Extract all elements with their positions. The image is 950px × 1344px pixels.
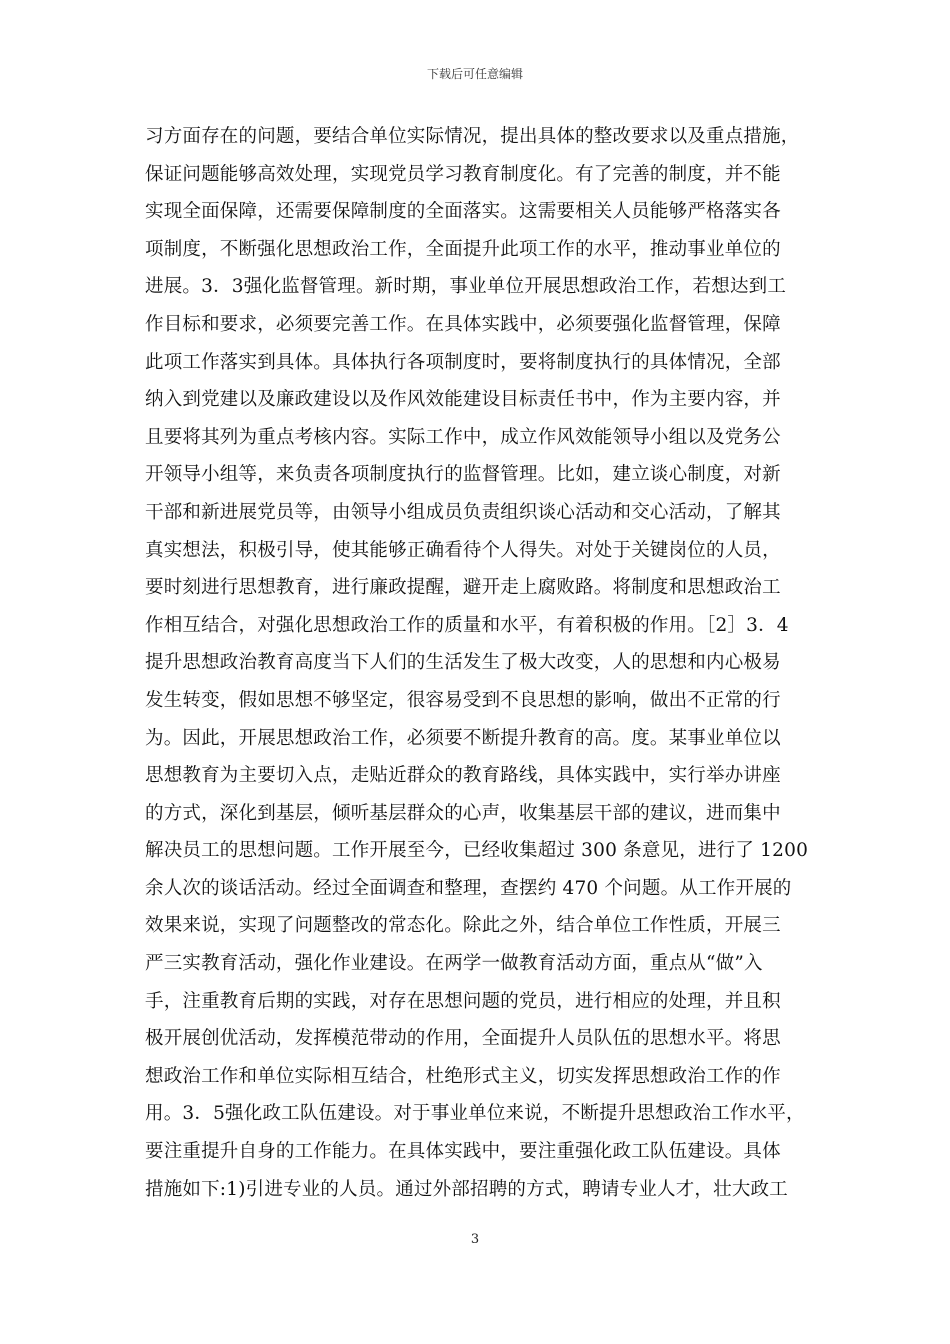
text-line: 想政治工作和单位实际相互结合，杜绝形式主义，切实发挥思想政治工作的作: [145, 1065, 781, 1087]
text-line: 提升思想政治教育高度当下人们的生活发生了极大改变，人的思想和内心极易: [145, 652, 781, 674]
text-line: 保证问题能够高效处理，实现党员学习教育制度化。有了完善的制度，并不能: [145, 163, 781, 185]
text-line: 措施如下:1)引进专业的人员。通过外部招聘的方式，聘请专业人才，壮大政工: [145, 1178, 788, 1200]
text-line: 要时刻进行思想教育，进行廉政提醒，避开走上腐败路。将制度和思想政治工: [145, 577, 781, 599]
text-line: 纳入到党建以及廉政建设以及作风效能建设目标责任书中，作为主要内容，并: [145, 389, 781, 411]
text-line: 效果来说，实现了问题整改的常态化。除此之外，结合单位工作性质，开展三: [145, 915, 781, 937]
text-line: 余人次的谈话活动。经过全面调查和整理，查摆约 470 个问题。从工作开展的: [145, 877, 792, 899]
text-line: 用。3．5强化政工队伍建设。对于事业单位来说，不断提升思想政治工作水平，: [145, 1103, 805, 1125]
text-line: 作目标和要求，必须要完善工作。在具体实践中，必须要强化监督管理，保障: [145, 313, 781, 335]
text-line: 手，注重教育后期的实践，对存在思想问题的党员，进行相应的处理，并且积: [145, 990, 781, 1012]
text-line: 开领导小组等，来负责各项制度执行的监督管理。比如，建立谈心制度，对新: [145, 464, 781, 486]
text-line: 解决员工的思想问题。工作开展至今，已经收集超过 300 条意见，进行了 1200: [145, 840, 809, 862]
text-line: 思想教育为主要切入点，走贴近群众的教育路线，具体实践中，实行举办讲座: [145, 765, 781, 787]
text-line: 要注重提升自身的工作能力。在具体实践中，要注重强化政工队伍建设。具体: [145, 1141, 781, 1163]
page-header: 下载后可任意编辑: [426, 67, 523, 81]
text-line: 干部和新进展党员等，由领导小组成员负责组织谈心活动和交心活动，了解其: [145, 501, 781, 523]
text-line: 真实想法，积极引导，使其能够正确看待个人得失。对处于关键岗位的人员，: [145, 539, 781, 561]
text-line: 作相互结合，对强化思想政治工作的质量和水平，有着积极的作用。［2］3．4: [145, 614, 789, 636]
text-line: 此项工作落实到具体。具体执行各项制度时，要将制度执行的具体情况，全部: [145, 351, 781, 373]
text-line: 严三实教育活动，强化作业建设。在两学一做教育活动方面，重点从“做”入: [145, 953, 763, 975]
text-line: 习方面存在的问题，要结合单位实际情况，提出具体的整改要求以及重点措施，: [145, 126, 800, 147]
text-line: 为。因此，开展思想政治工作，必须要不断提升教育的高。度。某事业单位以: [145, 727, 781, 749]
page-number: 3: [470, 1232, 480, 1247]
text-line: 且要将其列为重点考核内容。实际工作中，成立作风效能领导小组以及党务公: [145, 426, 781, 448]
text-line: 极开展创优活动，发挥模范带动的作用，全面提升人员队伍的思想水平。将思: [145, 1028, 781, 1050]
text-line: 的方式，深化到基层，倾听基层群众的心声，收集基层干部的建议，进而集中: [145, 802, 781, 824]
text-line: 项制度，不断强化思想政治工作，全面提升此项工作的水平，推动事业单位的: [145, 238, 781, 260]
text-line: 发生转变，假如思想不够坚定，很容易受到不良思想的影响，做出不正常的行: [145, 689, 781, 711]
text-line: 进展。3．3强化监督管理。新时期，事业单位开展思想政治工作，若想达到工: [145, 276, 787, 298]
text-line: 实现全面保障，还需要保障制度的全面落实。这需要相关人员能够严格落实各: [145, 201, 781, 223]
body-text: [145, 118, 809, 1208]
